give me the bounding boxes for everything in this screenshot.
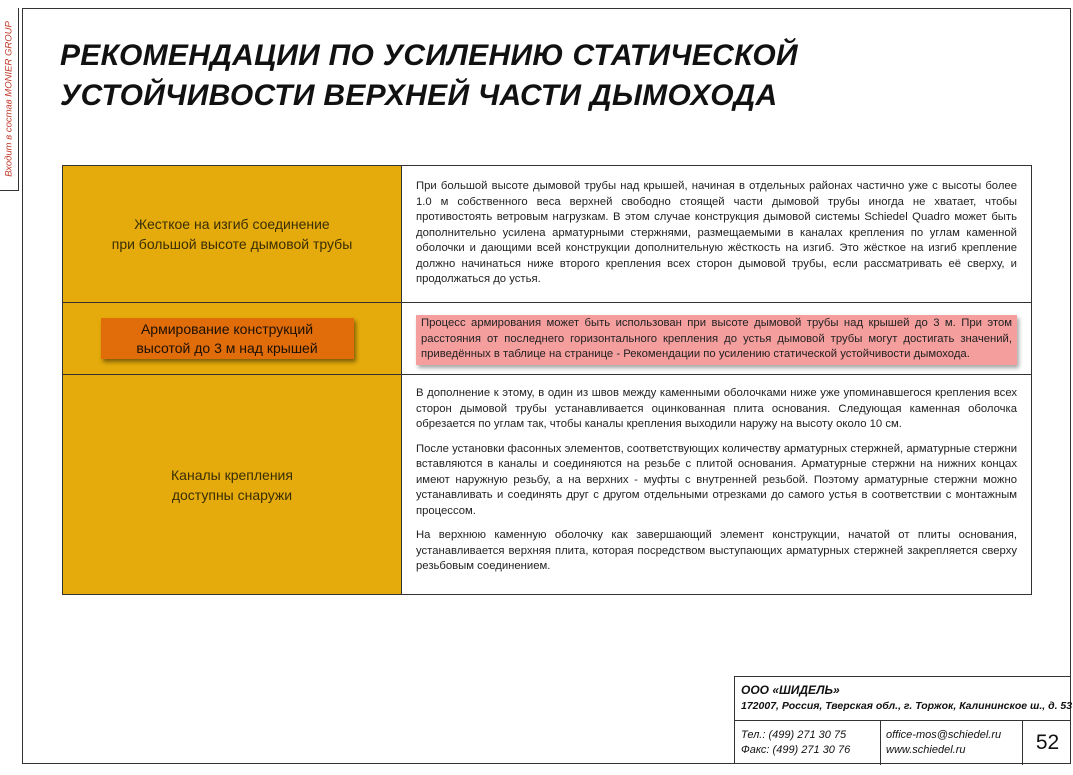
- highlight-text-box: [416, 315, 1017, 365]
- row-label-cell: [63, 375, 402, 594]
- table-row: [63, 302, 1031, 374]
- row-description-cell: [402, 303, 1031, 374]
- company-name: ООО «ШИДЕЛЬ»: [741, 683, 840, 697]
- description-paragraph: После установки фасонных элементов, соответствующих количеству арматурных стержней, арматурные стержни вставляются в каналы и соединяются на резьбе с плитой основания. Арматурные стержни на нижних концах имеют наружную резьбу, а на верхних - муфты с внутренней резьбой. Поэтому арматурные стержни можно устанавливать и соединять друг с другом отдельными отрезками до самого устья в соответствии с монтажным процессом.: [416, 442, 1017, 517]
- description-paragraph: На верхнюю каменную оболочку как завершающий элемент конструкции, начатой от плиты основания, устанавливается верхняя плита, которая посредством выступающих арматурных стержней закрепляется сверху резьбовым соединением.: [416, 529, 1017, 572]
- highlight-label-box: [101, 318, 354, 359]
- row-label-line: Жесткое на изгиб соединение: [134, 216, 330, 232]
- row-label-line: Каналы крепления: [171, 466, 293, 483]
- side-tag-text: Входит в состав MONIER GROUP: [3, 21, 15, 177]
- side-tag: [0, 8, 19, 191]
- description-paragraph: При большой высоте дымовой трубы над крышей, начиная в отдельных районах частично уже с высоты более 1.0 м собственного веса верхней свободно стоящей части дымовой трубы иногда не хватает, чтобы противостоять ветровым нагрузкам. В этом случае конструкция дымовой системы Schiedel Quadro может быть дополнительно усилена арматурными стержнями, размещаемыми в каналах крепления по углам каменной оболочки и дающими всей конструкции дополнительную жёсткость на изгиб. Это жёсткое на изгиб крепление должно начинаться ниже второго крепления всех сторон дымовой трубы, если рассматривать её сверху, и продолжаться до устья.: [416, 180, 1017, 285]
- row-label: [112, 214, 353, 254]
- row-label-line: при большой высоте дымовой трубы: [111, 236, 353, 252]
- recommendations-table: [62, 165, 1032, 595]
- phone-number: Тел.: (499) 271 30 75: [741, 729, 847, 741]
- email-link[interactable]: office-mos@schiedel.ru: [886, 729, 1002, 741]
- footer-contacts: [735, 720, 1071, 765]
- row-description-cell: [402, 375, 1031, 594]
- row-description-cell: [402, 166, 1031, 302]
- row-label-cell: [63, 303, 402, 374]
- table-row: [63, 374, 1031, 594]
- description-paragraph: В дополнение к этому, в один из швов между каменными оболочками ниже уже упоминавшегося крепления всех сторон дымовой трубы устанавливается оцинкованная плита основания. Следующая каменная оболочка обрезается по углам так, чтобы каналы крепления выходили наружу на высоту около 10 см.: [416, 387, 1017, 430]
- phone-block: [741, 728, 850, 758]
- table-row: [63, 166, 1031, 302]
- page-number: 52: [1035, 731, 1060, 754]
- row-label-line: доступны снаружи: [171, 486, 293, 503]
- footer-info-block: [734, 676, 1071, 764]
- page-title: РЕКОМЕНДАЦИИ ПО УСИЛЕНИЮ СТАТИЧЕСКОЙ УСТОЙЧИВОСТИ ВЕРХНЕЙ ЧАСТИ ДЫМОХОДА: [60, 39, 798, 112]
- online-contacts: [886, 728, 1001, 758]
- row-label-line: Армирование конструкций: [140, 320, 314, 337]
- fax-number: Факс: (499) 271 30 76: [741, 744, 851, 756]
- description-paragraph: Процесс армирования может быть использован при высоте дымовой трубы над крышей до 3 м. При этом расстояния от последнего горизонтального крепления до устья дымовой трубы могут достигать значений, приведённых в таблице на странице - Рекомендации по усилению статической устойчивости дымохода.: [421, 317, 1012, 360]
- footer-divider: [880, 721, 881, 765]
- website-link[interactable]: www.schiedel.ru: [886, 744, 966, 756]
- row-label-cell: [63, 166, 402, 302]
- company-address: 172007, Россия, Тверская обл., г. Торжок, Калининское ш., д. 53: [741, 700, 1073, 712]
- row-label-line: высотой до 3 м над крышей: [136, 339, 318, 356]
- row-label: [171, 465, 293, 505]
- footer-divider: [1022, 721, 1023, 765]
